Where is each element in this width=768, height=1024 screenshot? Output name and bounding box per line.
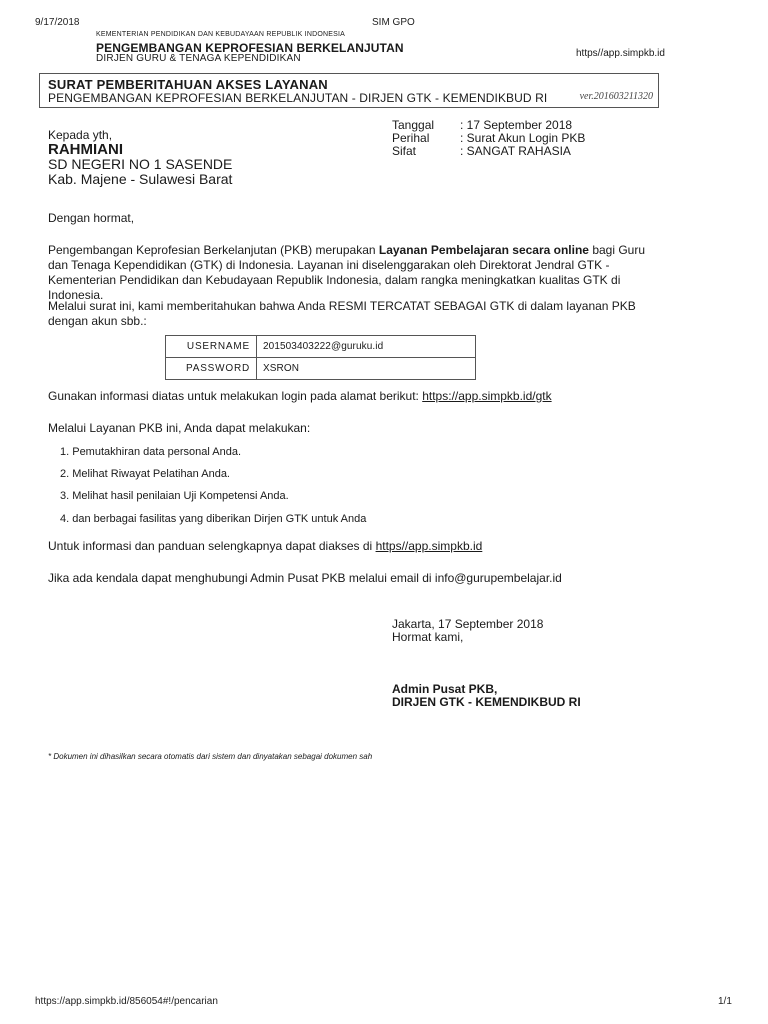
services-intro: Melalui Layanan PKB ini, Anda dapat melakukan: — [48, 421, 311, 435]
list-item: 1. Pemutakhiran data personal Anda. — [60, 446, 242, 458]
title-box — [39, 73, 659, 108]
print-date: 9/17/2018 — [35, 17, 80, 28]
contact-paragraph: Jika ada kendala dapat menghubungi Admin Pusat PKB melalui email di info@gurupembelajar.id — [48, 571, 562, 585]
intro-text-start: Pengembangan Keprofesian Berkelanjutan (PKB) merupakan — [48, 243, 379, 257]
info-link[interactable]: https//app.simpkb.id — [375, 539, 483, 553]
program-name: PENGEMBANGAN KEPROFESIAN BERKELANJUTAN — [96, 41, 404, 55]
login-link[interactable]: https://app.simpkb.id/gtk — [422, 389, 552, 403]
info-paragraph — [48, 539, 668, 554]
meta-key-nature: Sifat — [392, 144, 417, 158]
meta-value-subject: : Surat Akun Login PKB — [460, 131, 586, 145]
meta-key-subject: Perihal — [392, 131, 430, 145]
recipient-name: RAHMIANI — [48, 141, 123, 158]
account-row-password — [166, 358, 476, 380]
list-item: 2. Melihat Riwayat Pelatihan Anda. — [60, 468, 230, 480]
site-url: https//app.simpkb.id — [576, 48, 665, 59]
intro-text-bold: Layanan Pembelajaran secara online — [378, 243, 589, 257]
intro-paragraph — [48, 243, 668, 303]
meta-key-date: Tanggal — [392, 118, 435, 132]
login-text: Gunakan informasi diatas untuk melakukan login pada alamat berikut: — [48, 389, 423, 403]
ministry-name: KEMENTERIAN PENDIDIKAN DAN KEBUDAYAAN REPUBLIK INDONESIA — [96, 31, 345, 38]
print-url: https://app.simpkb.id/856054#!/pencarian — [35, 996, 218, 1007]
password-value: XSRON — [257, 358, 476, 380]
page-number: 1/1 — [718, 996, 732, 1007]
greeting: Dengan hormat, — [48, 211, 135, 225]
letter-subtitle: PENGEMBANGAN KEPROFESIAN BERKELANJUTAN - DIRJEN GTK - KEMENDIKBUD RI — [48, 91, 548, 105]
list-item: 4. dan berbagai fasilitas yang diberikan Dirjen GTK untuk Anda — [60, 513, 367, 525]
notice-paragraph: Melalui surat ini, kami memberitahukan bahwa Anda RESMI TERCATAT SEBAGAI GTK di dalam layanan PKB dengan akun sbb.: — [48, 299, 636, 328]
salutation: Kepada yth, — [48, 128, 113, 142]
intro-text-end: bagi Guru dan Tenaga Kependidikan (GTK) di Indonesia. Layanan ini diselenggarakan oleh Direktorat Jendral GTK - Kementerian Pendidikan dan Kebudayaan Republik Indonesia, dalam rangka meningkatkan kualitas GTK di Indonesia. — [48, 243, 646, 302]
meta-value-nature: : SANGAT RAHASIA — [460, 144, 571, 158]
username-label: USERNAME — [166, 336, 257, 358]
username-value: 201503403222@guruku.id — [257, 336, 476, 358]
print-title: SIM GPO — [372, 17, 415, 28]
version-label: ver.201603211320 — [579, 91, 653, 102]
recipient-school: SD NEGERI NO 1 SASENDE — [48, 156, 233, 172]
signer-org: DIRJEN GTK - KEMENDIKBUD RI — [392, 695, 581, 709]
account-table — [165, 335, 476, 380]
info-text: Untuk informasi dan panduan selengkapnya dapat diakses di — [48, 539, 376, 553]
directorate-name: DIRJEN GURU & TENAGA KEPENDIDIKAN — [96, 53, 301, 64]
meta-value-date: : 17 September 2018 — [460, 118, 573, 132]
login-paragraph — [48, 389, 668, 404]
account-row-username — [166, 336, 476, 358]
signer-name: Admin Pusat PKB, — [392, 682, 498, 696]
recipient-region: Kab. Majene - Sulawesi Barat — [48, 171, 233, 187]
place-date: Jakarta, 17 September 2018 — [392, 617, 544, 631]
footnote: * Dokumen ini dihasilkan secara otomatis dari sistem dan dinyatakan sebagai dokumen sah — [48, 752, 373, 761]
regards: Hormat kami, — [392, 630, 464, 644]
letter-title: SURAT PEMBERITAHUAN AKSES LAYANAN — [48, 77, 328, 92]
list-item: 3. Melihat hasil penilaian Uji Kompetensi Anda. — [60, 490, 289, 502]
password-label: PASSWORD — [166, 358, 257, 380]
